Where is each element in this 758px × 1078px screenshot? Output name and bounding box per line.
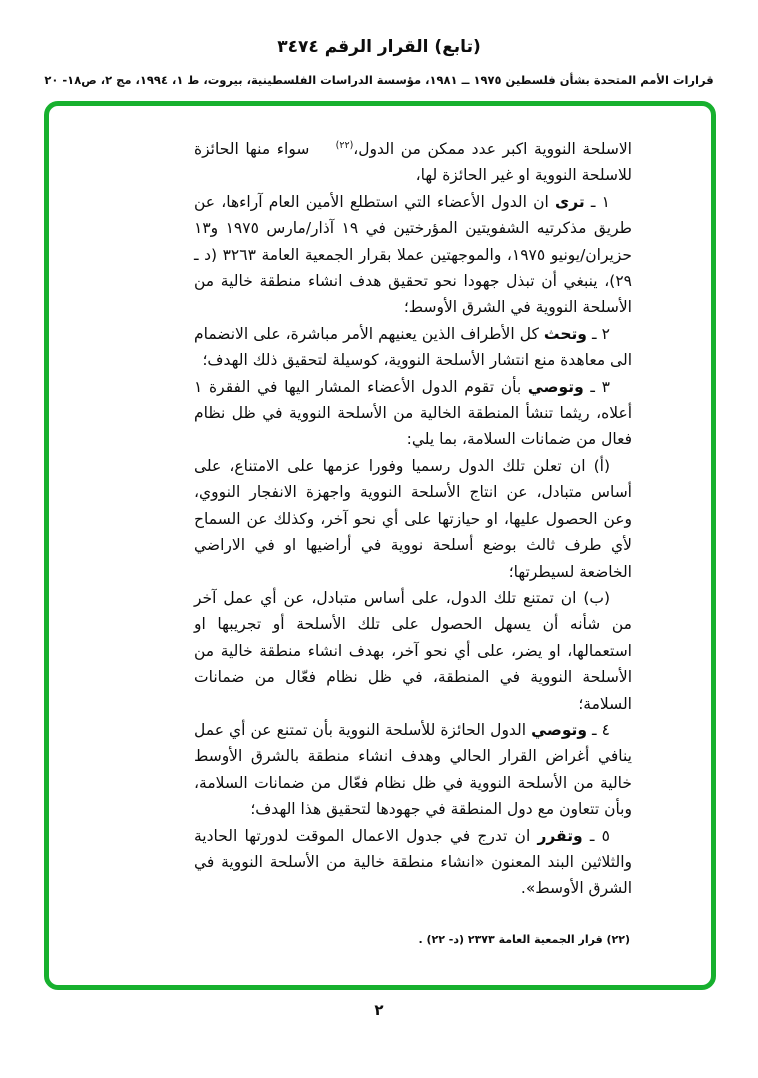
clause-text: سواء منها الحائزة للاسلحة النووية او غير الحائزة لها، bbox=[194, 140, 632, 185]
numbered-clause-4 bbox=[194, 717, 632, 823]
clause-text: (أ) ان تعلن تلك الدول رسميا وفورا عزمها على الامتناع، على أساس متبادل، عن انتاج الأسلحة النووية واجهزة الانفجار النووي، وعن الحصول عليها، او حيازتها على أي نحو آخر، وكذلك عن السماح لأي طرف ثالث بوضع أسلحة نووية في أراضيها او في الاراضي الخاضعة لسيطرتها؛ bbox=[194, 456, 632, 581]
clause-lead: وتوصي bbox=[531, 720, 587, 739]
clause-lead: ترى bbox=[555, 192, 585, 211]
clause-lead: وتقرر bbox=[537, 826, 583, 845]
clause-text: كل الأطراف الذين يعنيهم الأمر مباشرة، على الانضمام الى معاهدة منع انتشار الأسلحة النووية، كوسيلة لتحقيق ذلك الهدف؛ bbox=[194, 324, 632, 370]
clause-text: ان تدرج في جدول الاعمال الموقت لدورتها الحادية والثلاثين البند المعنون «انشاء منطقة خالية من الأسلحة النووية في الشرق الأوسط». bbox=[194, 826, 632, 898]
page-number: ٢ bbox=[374, 1001, 384, 1019]
clause-number: ٢ ـ bbox=[586, 324, 610, 343]
clause-text: (ب) ان تمتنع تلك الدول، على أساس متبادل، عن أي عمل آخر من شأنه أن يسهل الحصول على تلك الأسلحة أو تجريبها او استعمالها، او يضر، على أي نحو آخر، بهدف انشاء منطقة خالية من الأسلحة النووية في المنطقة، في ظل نظام فعّال من ضمانات السلامة؛ bbox=[194, 588, 632, 713]
clause-number: ٥ ـ bbox=[582, 826, 610, 845]
numbered-clause-1 bbox=[194, 189, 632, 321]
clause-number: ٣ ـ bbox=[583, 377, 610, 396]
clause-lead: وتحث bbox=[543, 324, 587, 343]
resolution-body bbox=[194, 136, 632, 902]
clause-text: الاسلحة النووية اكبر عدد ممكن من الدول، bbox=[353, 140, 632, 158]
numbered-clause-3 bbox=[194, 374, 632, 453]
source-citation: قرارات الأمم المتحدة بشأن فلسطين ١٩٧٥ ــ ١٩٨١، مؤسسة الدراسات الفلسطينية، بيروت، ط ١، ١٩٩٤، مج ٢، ص١٨- ٢٠ bbox=[44, 73, 714, 87]
resolution-title: (تابع) القرار الرقم ٣٤٧٤ bbox=[277, 37, 481, 57]
numbered-clause-2 bbox=[194, 321, 632, 374]
footnote-ref: (٢٢) bbox=[335, 139, 354, 151]
clause-text: بأن تقوم الدول الأعضاء المشار اليها في الفقرة ١ أعلاه، ريثما تنشأ المنطقة الخالية من الأسلحة النووية في ظل نظام فعال من ضمانات السلامة، بما يلي: bbox=[194, 377, 632, 449]
clause-number: ١ ـ bbox=[584, 192, 610, 211]
continuation-paragraph bbox=[194, 136, 632, 189]
clause-text: الدول الحائزة للأسلحة النووية بأن تمتنع عن أي عمل ينافي أغراض القرار الحالي وهدف انشاء منطقة بالشرق الأوسط خالية من الأسلحة النووية في ظل نظام فعّال من ضمانات السلامة، وبأن تتعاون مع دول المنطقة في جهودها لتحقيق هذا الهدف؛ bbox=[194, 720, 632, 819]
clause-lead: وتوصي bbox=[527, 377, 584, 396]
lettered-subclause-b bbox=[194, 585, 632, 717]
footnote: (٢٢) قرار الجمعية العامة ٢٣٧٣ (د- ٢٢) . bbox=[418, 933, 630, 946]
clause-number: ٤ ـ bbox=[587, 720, 610, 739]
numbered-clause-5 bbox=[194, 823, 632, 902]
lettered-subclause-a bbox=[194, 453, 632, 585]
clause-text: ان الدول الأعضاء التي استطلع الأمين العام آراءها، عن طريق مذكرتيه الشفويتين المؤرختين في ١٩ آذار/مارس ١٩٧٥ و١٣ حزيران/يونيو ١٩٧٥، والموجهتين عملا بقرار الجمعية العامة ٣٢٦٣ (د ـ ٢٩)، ينبغي أن تبذل جهودا نحو تحقيق هدف انشاء منطقة خالية من الأسلحة النووية في الشرق الأوسط؛ bbox=[194, 192, 632, 317]
